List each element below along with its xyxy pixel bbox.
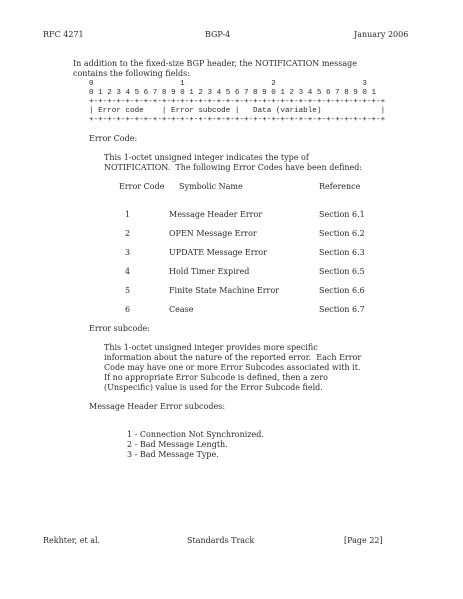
table-row-code: 3 — [125, 248, 131, 257]
error-subcode-description: (Unspecific) value is used for the Error Subcode field. — [104, 383, 323, 392]
table-row-code: 4 — [125, 267, 131, 276]
subcode-list-item: 2 - Bad Message Length. — [127, 440, 228, 449]
error-subcode-description: information about the nature of the reported error. Each Error — [104, 353, 362, 362]
table-row-reference: Section 6.1 — [319, 210, 365, 219]
subcode-list-item: 3 - Bad Message Type. — [127, 450, 219, 459]
bit-position-ones: 0 1 2 3 4 5 6 7 8 9 0 1 2 3 4 5 6 7 8 9 0 1 2 3 4 5 6 7 8 9 0 1 — [89, 89, 377, 97]
table-row-reference: Section 6.5 — [319, 267, 365, 276]
error-subcode-description: This 1-octet unsigned integer provides more specific — [104, 343, 318, 352]
table-row-name: UPDATE Message Error — [169, 248, 268, 257]
intro-line: In addition to the fixed-size BGP header, the NOTIFICATION message — [73, 59, 358, 68]
table-row-name: OPEN Message Error — [169, 229, 257, 238]
table-row-code: 5 — [125, 286, 131, 295]
error-subcode-description: Code may have one or more Error Subcodes associated with it. — [104, 363, 361, 372]
footer-left: Rekhter, et al. — [43, 536, 101, 545]
header-center: BGP-4 — [205, 30, 231, 39]
error-subcode-heading: Error subcode: — [89, 324, 150, 333]
table-header-name: Symbolic Name — [179, 182, 243, 191]
error-code-heading: Error Code: — [89, 134, 138, 143]
table-row-name: Cease — [169, 305, 194, 314]
header-right: January 2006 — [354, 30, 409, 39]
header-left: RFC 4271 — [43, 30, 84, 39]
footer-right: [Page 22] — [344, 536, 383, 545]
table-row-name: Hold Timer Expired — [169, 267, 250, 276]
error-code-description: NOTIFICATION. The following Error Codes have been defined: — [104, 163, 363, 172]
table-row-code: 2 — [125, 229, 131, 238]
bit-position-tens: 0 1 2 3 — [89, 80, 367, 88]
table-row-name: Message Header Error — [169, 210, 263, 219]
subcode-list-item: 1 - Connection Not Synchronized. — [127, 430, 264, 439]
intro-line: contains the following fields: — [73, 69, 190, 78]
message-header-subcodes-heading: Message Header Error subcodes: — [89, 402, 226, 411]
table-header-reference: Reference — [319, 182, 361, 191]
diagram-border-bottom: +-+-+-+-+-+-+-+-+-+-+-+-+-+-+-+-+-+-+-+-+-+-+-+-+-+-+-+-+-+-+-+-+ — [89, 116, 386, 124]
table-row-code: 1 — [125, 210, 131, 219]
table-row-reference: Section 6.3 — [319, 248, 365, 257]
table-row-reference: Section 6.6 — [319, 286, 365, 295]
error-subcode-description: If no appropriate Error Subcode is defined, then a zero — [104, 373, 328, 382]
diagram-fields-row: | Error code | Error subcode | Data (variable) | — [89, 107, 386, 115]
error-code-description: This 1-octet unsigned integer indicates the type of — [104, 153, 309, 162]
table-row-reference: Section 6.2 — [319, 229, 365, 238]
table-row-code: 6 — [125, 305, 131, 314]
table-row-reference: Section 6.7 — [319, 305, 365, 314]
table-row-name: Finite State Machine Error — [169, 286, 279, 295]
footer-center: Standards Track — [187, 536, 255, 545]
diagram-border-top: +-+-+-+-+-+-+-+-+-+-+-+-+-+-+-+-+-+-+-+-+-+-+-+-+-+-+-+-+-+-+-+-+ — [89, 98, 386, 106]
table-header-code: Error Code — [119, 182, 165, 191]
